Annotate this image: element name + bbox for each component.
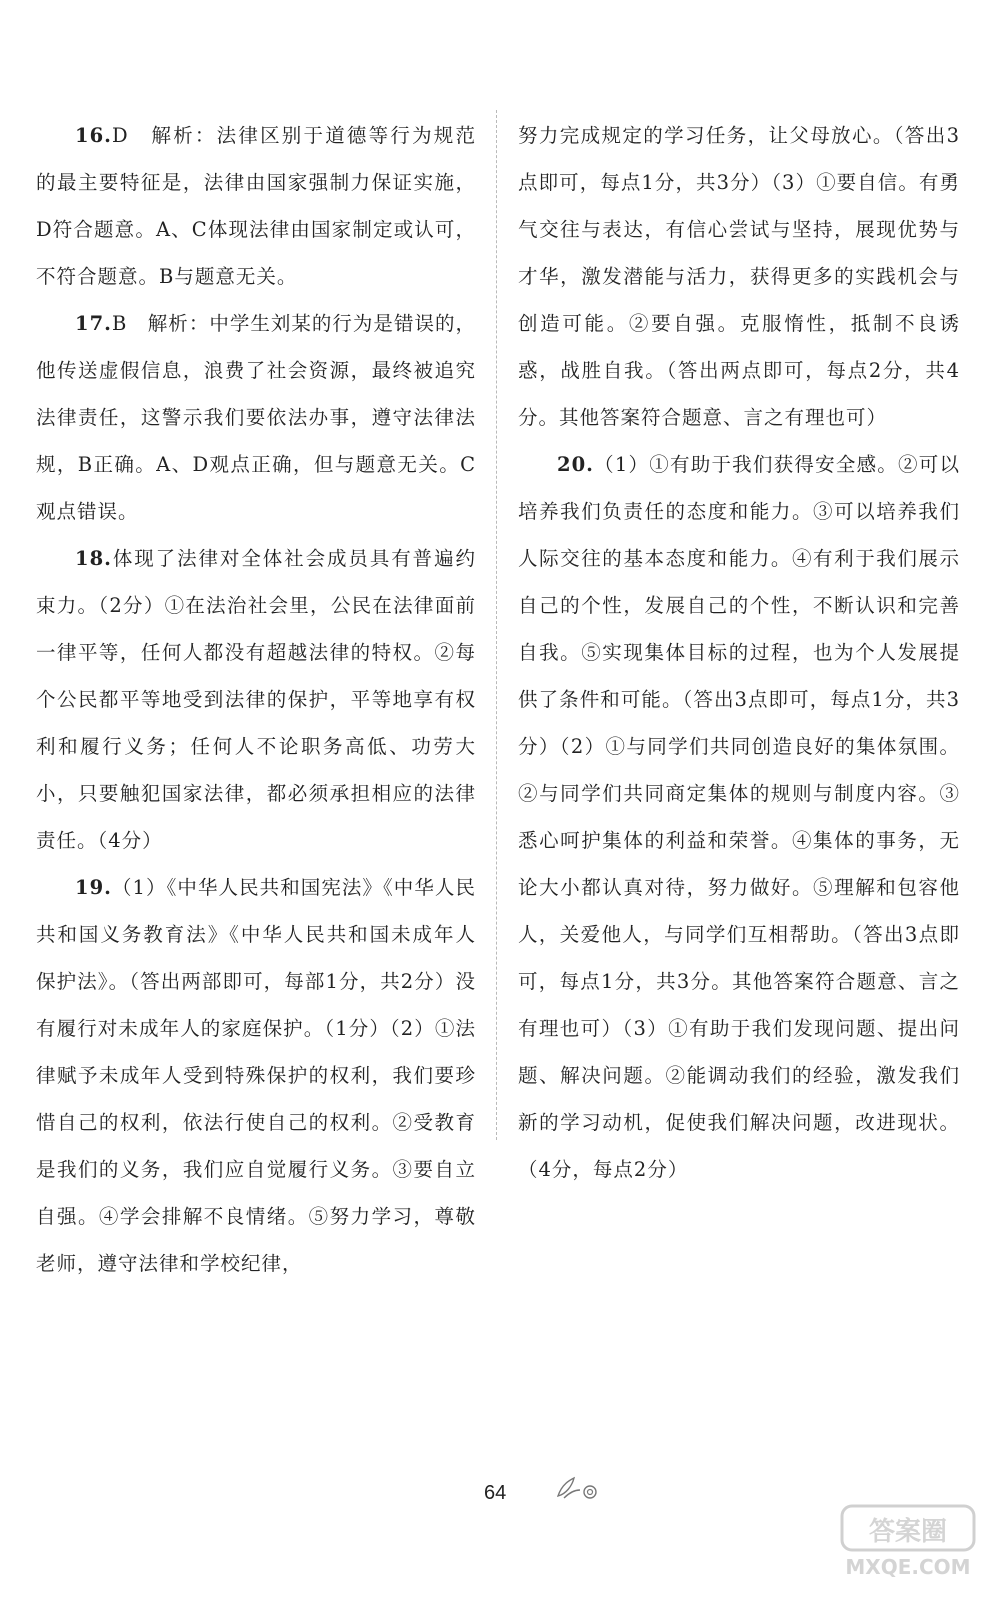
answer-text: （1）①有助于我们获得安全感。②可以培养我们负责任的态度和能力。③可以培养我们人际交往的基本态度和能力。④有利于我们展示自己的个性，发展自己的个性，不断认识和完善自我。⑤实现集体目标的过程，也为个人发展提供了条件和可能。（答出3点即可，每点1分，共3分）（2）①与同学们共同创造良好的集体氛围。②与同学们共同商定集体的规则与制度内容。③悉心呵护集体的利益和荣誉。④集体的事务，无论大小都认真对待，努力做好。⑤理解和包容他人，关爱他人，与同学们互相帮助。（答出3点即可，每点1分，共3分。其他答案符合题意、言之有理也可）（3）①有助于我们发现问题、提出问题、解决问题。②能调动我们的经验，激发我们新的学习动机，促使我们解决问题，改进现状。（4分，每点2分） (518, 453, 960, 1181)
answer-19 (36, 864, 476, 1287)
answer-text: B 解析：中学生刘某的行为是错误的，他传送虚假信息，浪费了社会资源，最终被追究法律责任，这警示我们要依法办事，遵守法律法规，B正确。A、D观点正确，但与题意无关。C观点错误。 (36, 312, 476, 523)
answer-number: 16. (75, 124, 112, 147)
answer-number: 17. (75, 312, 112, 335)
answer-text: 体现了法律对全体社会成员具有普遍约束力。（2分）①在法治社会里，公民在法律面前一律平等，任何人都没有超越法律的特权。②每个公民都平等地受到法律的保护，平等地享有权利和履行义务；任何人不论职务高低、功劳大小，只要触犯国家法律，都必须承担相应的法律责任。（4分） (36, 547, 476, 852)
answer-16 (36, 112, 476, 300)
answer-text: D 解析：法律区别于道德等行为规范的最主要特征是，法律由国家强制力保证实施，D符合题意。A、C体现法律由国家制定或认可，不符合题意。B与题意无关。 (36, 124, 476, 288)
answer-19-continued (518, 112, 960, 441)
right-column (518, 112, 960, 1193)
leaf-swirl-icon (554, 1476, 600, 1506)
left-column (36, 112, 476, 1287)
answer-20 (518, 441, 960, 1193)
answer-number: 19. (75, 876, 112, 899)
watermark-logo-icon (838, 1502, 978, 1586)
answer-number: 20. (557, 453, 594, 476)
svg-text:答案圈: 答案圈 (868, 1517, 948, 1547)
answer-text: （1）《中华人民共和国宪法》《中华人民共和国义务教育法》《中华人民共和国未成年人保护法》。（答出两部即可，每部1分，共2分）没有履行对未成年人的家庭保护。（1分）（2）①法律赋予未成年人受到特殊保护的权利，我们要珍惜自己的权利，依法行使自己的权利。②受教育是我们的义务，我们应自觉履行义务。③要自立自强。④学会排解不良情绪。⑤努力学习，尊敬老师，遵守法律和学校纪律， (36, 876, 476, 1275)
answer-17 (36, 300, 476, 535)
svg-text:MXQE.COM: MXQE.COM (845, 1555, 971, 1579)
answer-18 (36, 535, 476, 864)
column-divider (496, 110, 497, 1140)
answer-number: 18. (75, 547, 112, 570)
answer-text: 努力完成规定的学习任务，让父母放心。（答出3点即可，每点1分，共3分）（3）①要自信。有勇气交往与表达，有信心尝试与坚持，展现优势与才华，激发潜能与活力，获得更多的实践机会与创造可能。②要自强。克服惰性，抵制不良诱惑，战胜自我。（答出两点即可，每点2分，共4分。其他答案符合题意、言之有理也可） (518, 124, 960, 429)
page-number: 64 (484, 1482, 507, 1504)
